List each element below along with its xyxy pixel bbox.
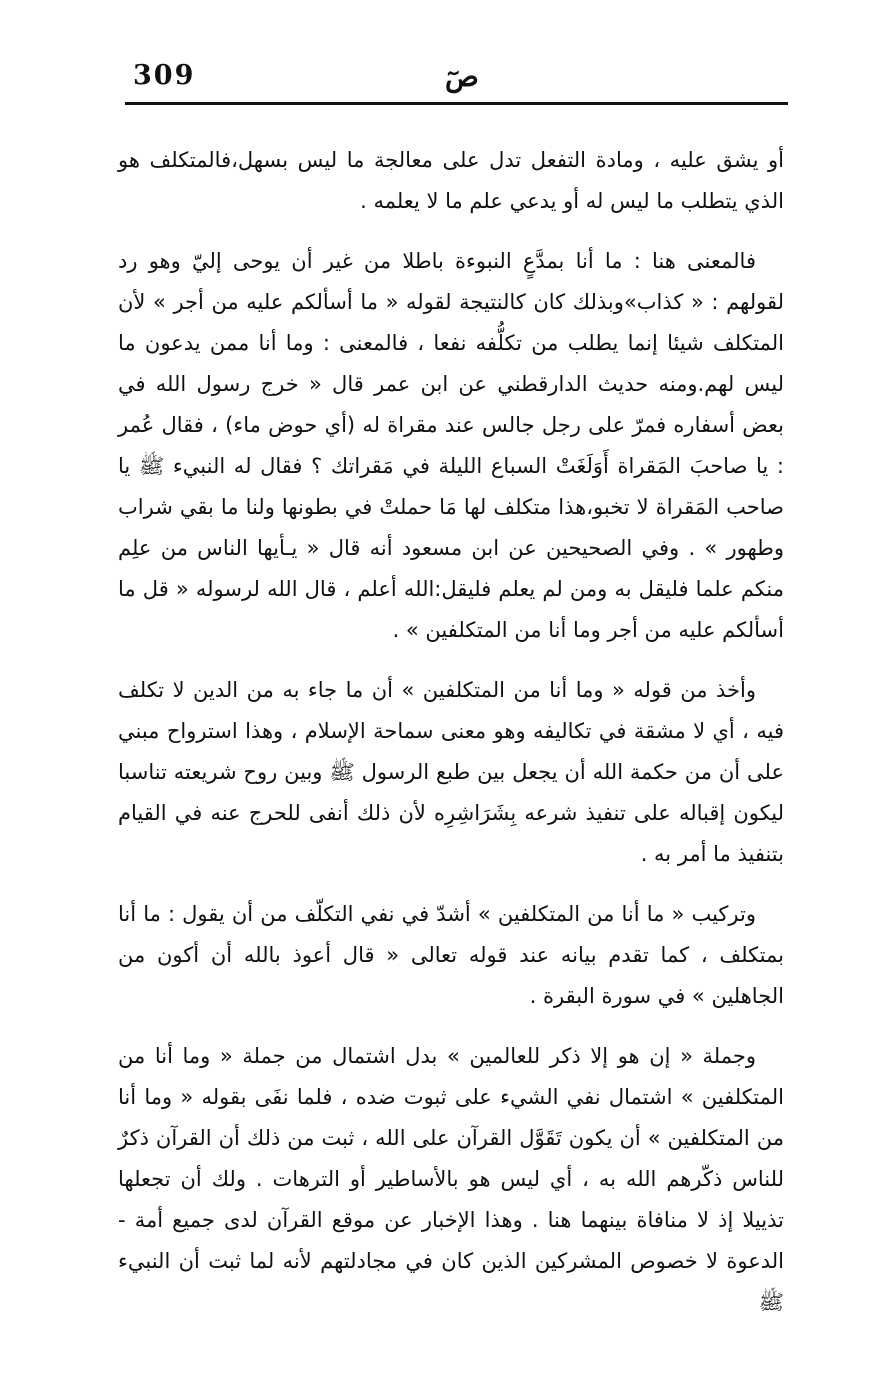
paragraph-2: فالمعنى هنا : ما أنا بمدَّعٍ النبوءة باطلا من غير أن يوحى إليّ وهو رد لقولهم : « كذاب»وبذلك كان كالنتيجة لقوله « ما أسألكم عليه من أجر » لأن المتكلف شيئا إنما يطلب من تكلُّفه نفعا ، فالمعنى : وما أنا ممن يدعون ما ليس لهم.ومنه حديث الدارقطني عن ابن عمر قال « خرج رسول الله في بعض أسفاره فمرّ على رجل جالس عند مقراة له (أي حوض ماء) ، فقال عُمر : يا صاحبَ المَقراة أَوَلَغَتْ السباع الليلة في مَقراتك ؟ فقال له النبيء ﷺ يا صاحب المَقراة لا تخبو،هذا متكلف لها مَا حملتْ في بطونها ولنا ما بقي شراب وطهور » . وفي الصحيحين عن ابن مسعود أنه قال « يـأيها الناس من علِم منكم علما فليقل به ومن لم يعلم فليقل:الله أعلم ، قال الله لرسوله « قل ما أسألكم عليه من أجر وما أنا من المتكلفين » . <box>118 249 784 642</box>
page-number: 309 <box>133 60 196 91</box>
paragraph-5: وجملة « إن هو إلا ذكر للعالمين » بدل اشتمال من جملة « وما أنا من المتكلفين » اشتمال نفي الشيء على ثبوت ضده ، فلما نفَى بقوله « وما أنا من المتكلفين » أن يكون تَقَوَّل القرآن على الله ، ثبت من ذلك أن القرآن ذكرٌ للناس ذكّرهم الله به ، أي ليس هو بالأساطير أو الترهات . ولك أن تجعلها تذييلا إذ لا منافاة بينهما هنا . وهذا الإخبار عن موقع القرآن لدى جميع أمة - الدعوة لا خصوص المشركين الذين كان في مجادلتهم لأنه لما ثبت أن النبيء ﷺ <box>118 1044 784 1314</box>
paragraph-3: وأخذ من قوله « وما أنا من المتكلفين » أن ما جاء به من الدين لا تكلف فيه ، أي لا مشقة في تكاليفه وهو معنى سماحة الإسلام ، وهذا استرواح مبني على أن من حكمة الله أن يجعل بين طبع الرسول ﷺ وبين روح شريعته تناسبا ليكون إقباله على تنفيذ شرعه بِشَرَاشِرِه لأن ذلك أنفى للحرج عنه في القيام بتنفيذ ما أمر به . <box>118 678 784 866</box>
main-text <box>118 140 784 1342</box>
page-header <box>125 58 788 105</box>
surah-mark: صٓ <box>445 60 479 93</box>
paragraph-4: وتركيب « ما أنا من المتكلفين » أشدّ في نفي التكلّف من أن يقول : ما أنا بمتكلف ، كما تقدم بيانه عند قوله تعالى « قال أعوذ بالله أن أكون من الجاهلين » في سورة البقرة . <box>118 902 784 1008</box>
paragraph-1: أو يشق عليه ، ومادة التفعل تدل على معالجة ما ليس بسهل،فالمتكلف هو الذي يتطلب ما ليس له أو يدعي علم ما لا يعلمه . <box>118 148 784 213</box>
